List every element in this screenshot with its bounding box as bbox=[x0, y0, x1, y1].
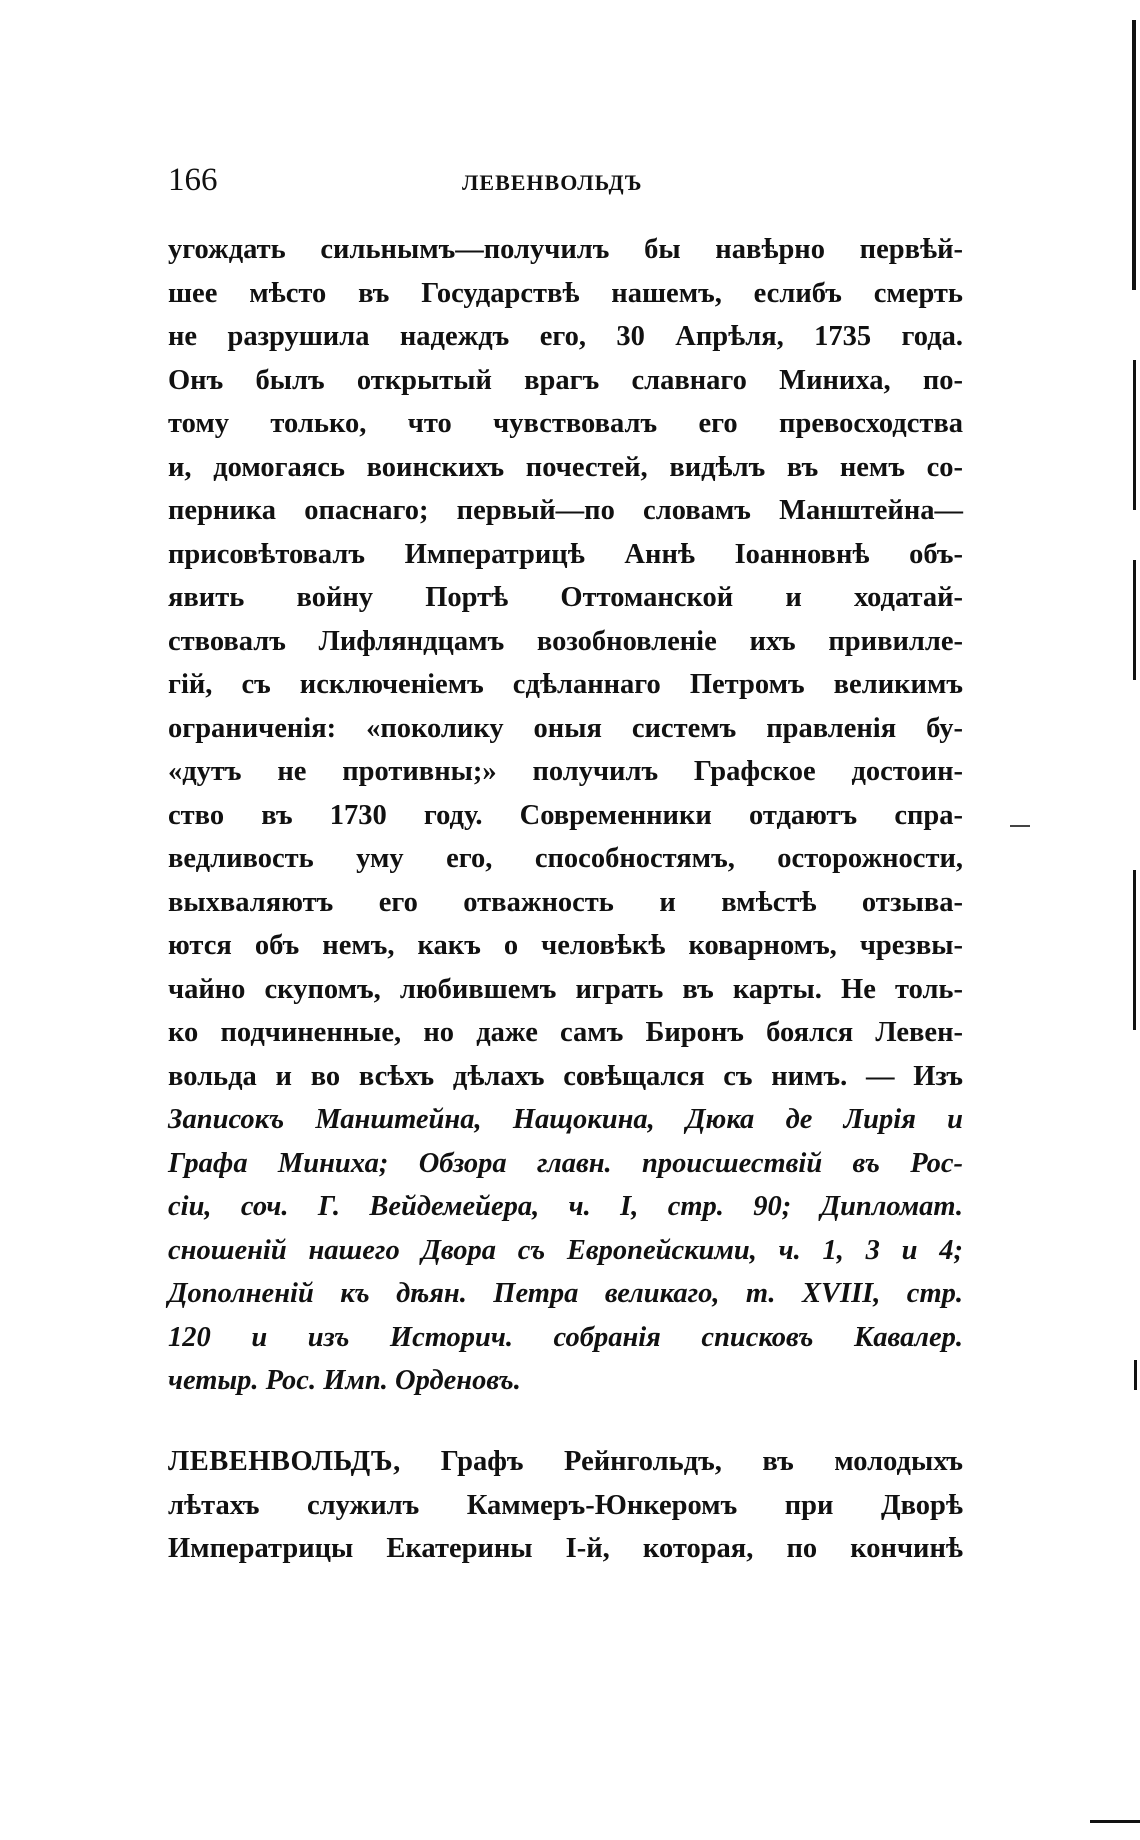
text-line: Дополненій къ дѣян. Петра великаго, т. XVIII, стр. bbox=[168, 1278, 963, 1309]
text-line: вольда и во всѣхъ дѣлахъ совѣщался съ нимъ. — Изъ bbox=[168, 1060, 963, 1092]
text-line: «дутъ не противны;» получилъ Графское достоин- bbox=[168, 756, 963, 787]
entry-headword: ЛЕВЕНВОЛЬДЪ bbox=[168, 1446, 394, 1477]
text-line bbox=[168, 1440, 963, 1484]
text-line: ствовалъ Лифляндцамъ возобновленіе ихъ привилле- bbox=[168, 625, 963, 657]
text-line: четыр. Рос. Имп. Орденовъ. bbox=[168, 1365, 521, 1396]
text-line: сношеній нашего Двора съ Европейскими, ч. 1, 3 и 4; bbox=[168, 1234, 963, 1266]
text-line: перника опаснаго; первый—по словамъ Манштейна— bbox=[168, 495, 963, 526]
text-line: ются объ немъ, какъ о человѣкѣ коварномъ, чрезвы- bbox=[168, 930, 963, 961]
text-line: лѣтахъ служилъ Каммеръ-Юнкеромъ при Дворѣ bbox=[168, 1489, 963, 1521]
text-line: сіи, соч. Г. Вейдемейера, ч. I, стр. 90; Дипломат. bbox=[168, 1191, 963, 1222]
scan-edge-mark bbox=[1134, 1360, 1137, 1390]
text-line: явить войну Портѣ Оттоманской и ходатай- bbox=[168, 582, 963, 613]
text-line: не разрушила надеждъ его, 30 Апрѣля, 1735 года. bbox=[168, 321, 963, 352]
scan-edge-mark bbox=[1133, 360, 1136, 510]
paragraph-continuation bbox=[168, 228, 963, 1403]
text-line: угождать сильнымъ—получилъ бы навѣрно первѣй- bbox=[168, 234, 963, 265]
text-line: ко подчиненные, но даже самъ Биронъ боялся Левен- bbox=[168, 1017, 963, 1048]
text-line: тому только, что чувствовалъ его превосходства bbox=[168, 408, 963, 439]
text-line: ведливость уму его, способностямъ, осторожности, bbox=[168, 843, 963, 874]
scan-edge-mark bbox=[1132, 20, 1136, 290]
text-line: и, домогаясь воинскихъ почестей, видѣлъ въ немъ со- bbox=[168, 451, 963, 483]
margin-dash bbox=[1010, 825, 1030, 827]
scan-edge-mark bbox=[1133, 870, 1136, 1030]
text-line: гій, съ исключеніемъ сдѣланнаго Петромъ великимъ bbox=[168, 669, 963, 700]
running-head: ЛЕВЕНВОЛЬДЪ bbox=[462, 170, 643, 195]
scan-edge-mark bbox=[1090, 1820, 1140, 1823]
text-line: ство въ 1730 году. Современники отдаютъ спра- bbox=[168, 799, 963, 831]
text-line: Императрицы Екатерины I-й, которая, по кончинѣ bbox=[168, 1533, 963, 1564]
text-line: 120 и изъ Историч. собранія списковъ Кавалер. bbox=[168, 1321, 963, 1353]
page-header bbox=[168, 162, 968, 212]
text-line: Онъ былъ открытый врагъ славнаго Миниха, по- bbox=[168, 364, 963, 396]
text-line: выхваляютъ его отважность и вмѣстѣ отзыва- bbox=[168, 886, 963, 918]
text-line: Графа Миниха; Обзора главн. происшествій въ Рос- bbox=[168, 1147, 963, 1179]
text-line: присовѣтовалъ Императрицѣ Аннѣ Іоанновнѣ объ- bbox=[168, 538, 963, 570]
text-line: чайно скупомъ, любившемъ играть въ карты. Не толь- bbox=[168, 973, 963, 1005]
page-number: 166 bbox=[168, 162, 218, 198]
entry-first-line: , Графъ Рейнгольдъ, въ молодыхъ bbox=[393, 1446, 963, 1477]
text-line: Записокъ Манштейна, Нащокина, Дюка де Лирія и bbox=[168, 1104, 963, 1135]
entry-paragraph bbox=[168, 1440, 963, 1571]
text-line: ограниченія: «поколику оныя системъ правленія бу- bbox=[168, 712, 963, 744]
text-line: шее мѣсто въ Государствѣ нашемъ, еслибъ смерть bbox=[168, 277, 963, 309]
scan-edge-mark bbox=[1133, 560, 1136, 680]
